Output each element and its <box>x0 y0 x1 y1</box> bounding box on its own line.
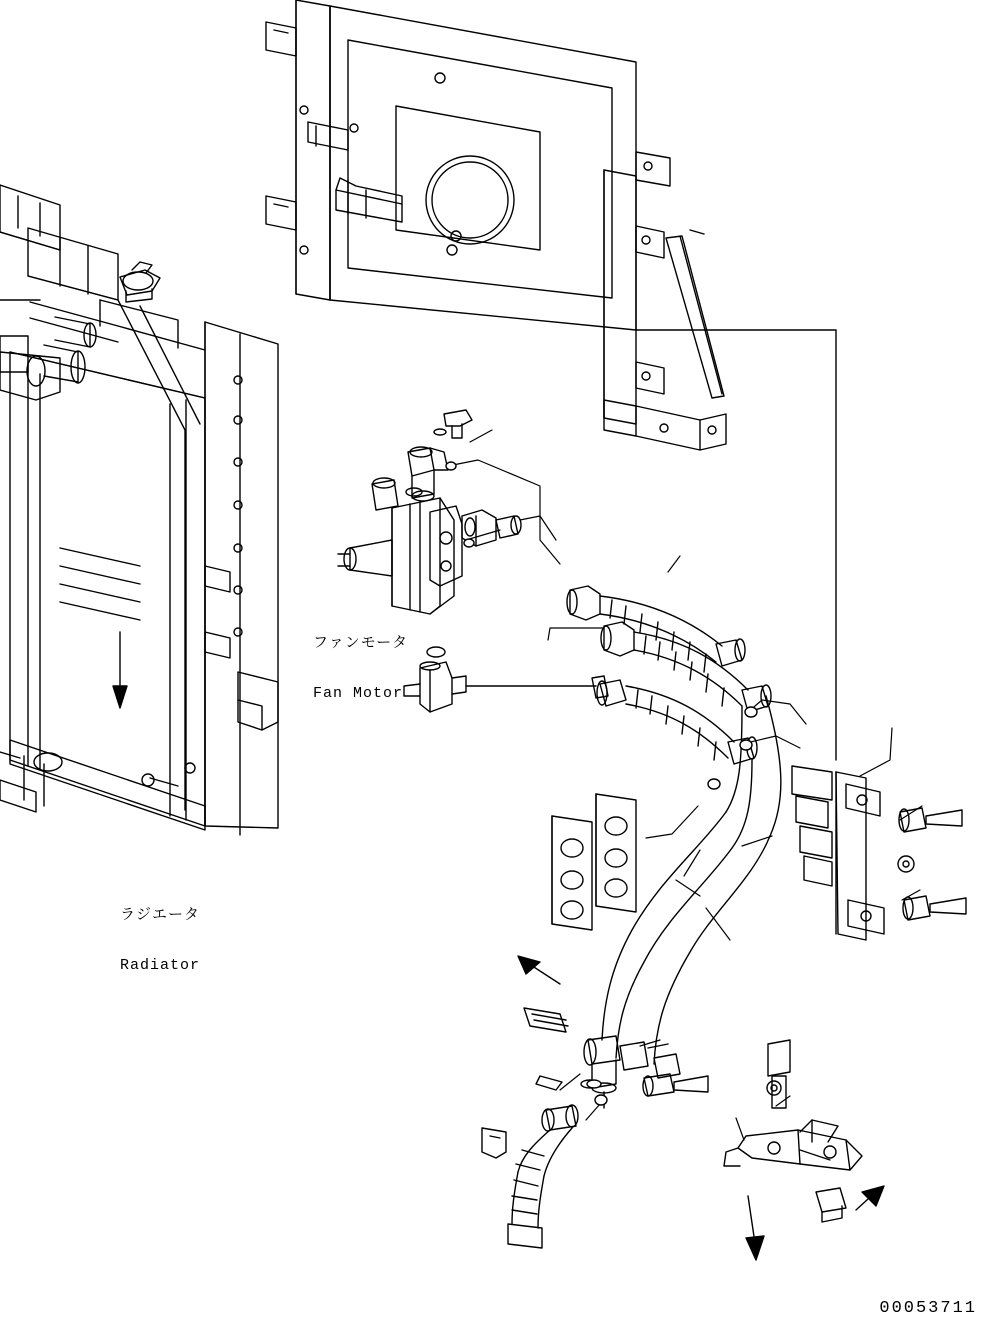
drawing-number: 00053711 <box>879 1299 977 1318</box>
label-fan-motor <box>313 600 408 736</box>
label-fan-motor-jp: ファンモータ <box>313 633 409 651</box>
label-radiator-en: Radiator <box>120 957 201 974</box>
label-radiator-jp: ラジエータ <box>120 905 201 923</box>
radiator-assembly <box>0 185 278 835</box>
label-fan-motor-en: Fan Motor <box>313 685 404 702</box>
reference-dots <box>446 462 757 1105</box>
tube-bundle-assembly <box>518 696 966 1108</box>
lower-hose-assembly <box>482 1008 884 1260</box>
leader-lines <box>448 430 922 1160</box>
label-radiator <box>120 872 200 1008</box>
upper-hose-assembly <box>466 586 771 764</box>
